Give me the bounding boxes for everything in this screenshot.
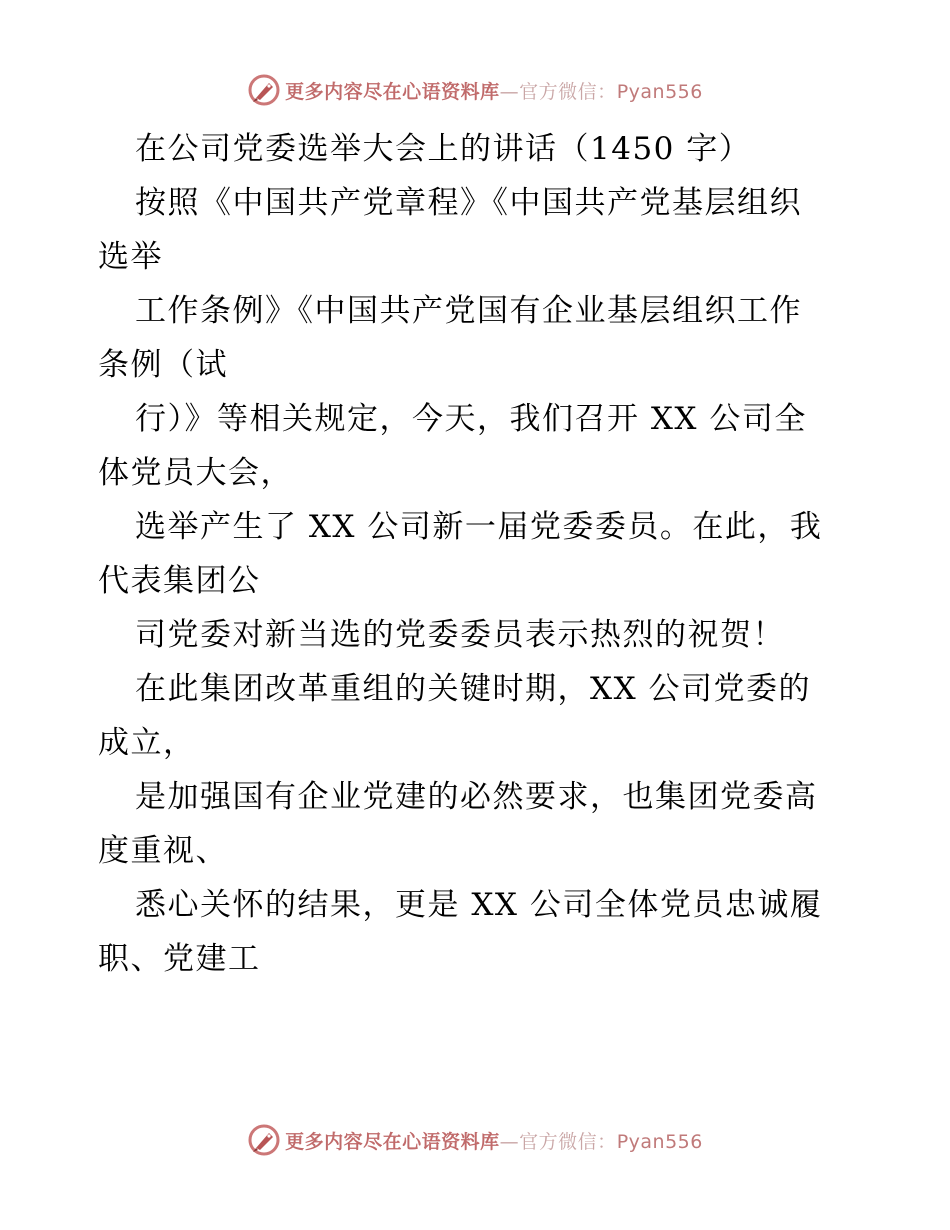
banner-brand: 更多内容尽在心语资料库	[285, 1130, 500, 1153]
text-line: 工作条例》《中国共产党国有企业基层组织工作	[135, 293, 802, 329]
text-line: 代表集团公	[98, 563, 261, 599]
text-line: 行）》等相关规定，今天，我们召开 XX 公司全	[135, 401, 807, 437]
text-line: 体党员大会，	[98, 455, 293, 491]
pen-nib-logo-icon	[247, 1123, 281, 1157]
text-line: 选举	[98, 239, 163, 275]
footer-watermark-banner	[0, 1120, 950, 1160]
banner-label: 官方微信：	[519, 1130, 617, 1153]
document-title: 在公司党委选举大会上的讲话（1450 字）	[135, 131, 752, 167]
text-line: 成立，	[98, 725, 196, 761]
banner-brand: 更多内容尽在心语资料库	[285, 80, 500, 103]
text-line: 条例（试	[98, 347, 228, 383]
text-line: 司党委对新当选的党委委员表示热烈的祝贺！	[135, 617, 785, 653]
document-paragraphs	[98, 176, 858, 986]
text-line: 职、党建工	[98, 941, 261, 977]
text-line: 悉心关怀的结果，更是 XX 公司全体党员忠诚履	[135, 887, 823, 923]
banner-label: 官方微信：	[519, 80, 617, 103]
text-line: 在此集团改革重组的关键时期，XX 公司党委的	[135, 671, 811, 707]
text-line: 选举产生了 XX 公司新一届党委委员。在此，我	[135, 509, 823, 545]
banner-wechat-id: Pyan556	[616, 80, 703, 103]
banner-wechat-id: Pyan556	[616, 1130, 703, 1153]
document-body	[98, 122, 858, 986]
pen-nib-logo-icon	[247, 73, 281, 107]
text-line: 是加强国有企业党建的必然要求，也集团党委高	[135, 779, 818, 815]
banner-separator: —	[499, 80, 520, 103]
banner-separator: —	[499, 1130, 520, 1153]
header-watermark-banner	[0, 70, 950, 110]
text-line: 度重视、	[98, 833, 228, 869]
text-line: 按照《中国共产党章程》《中国共产党基层组织	[135, 185, 802, 221]
